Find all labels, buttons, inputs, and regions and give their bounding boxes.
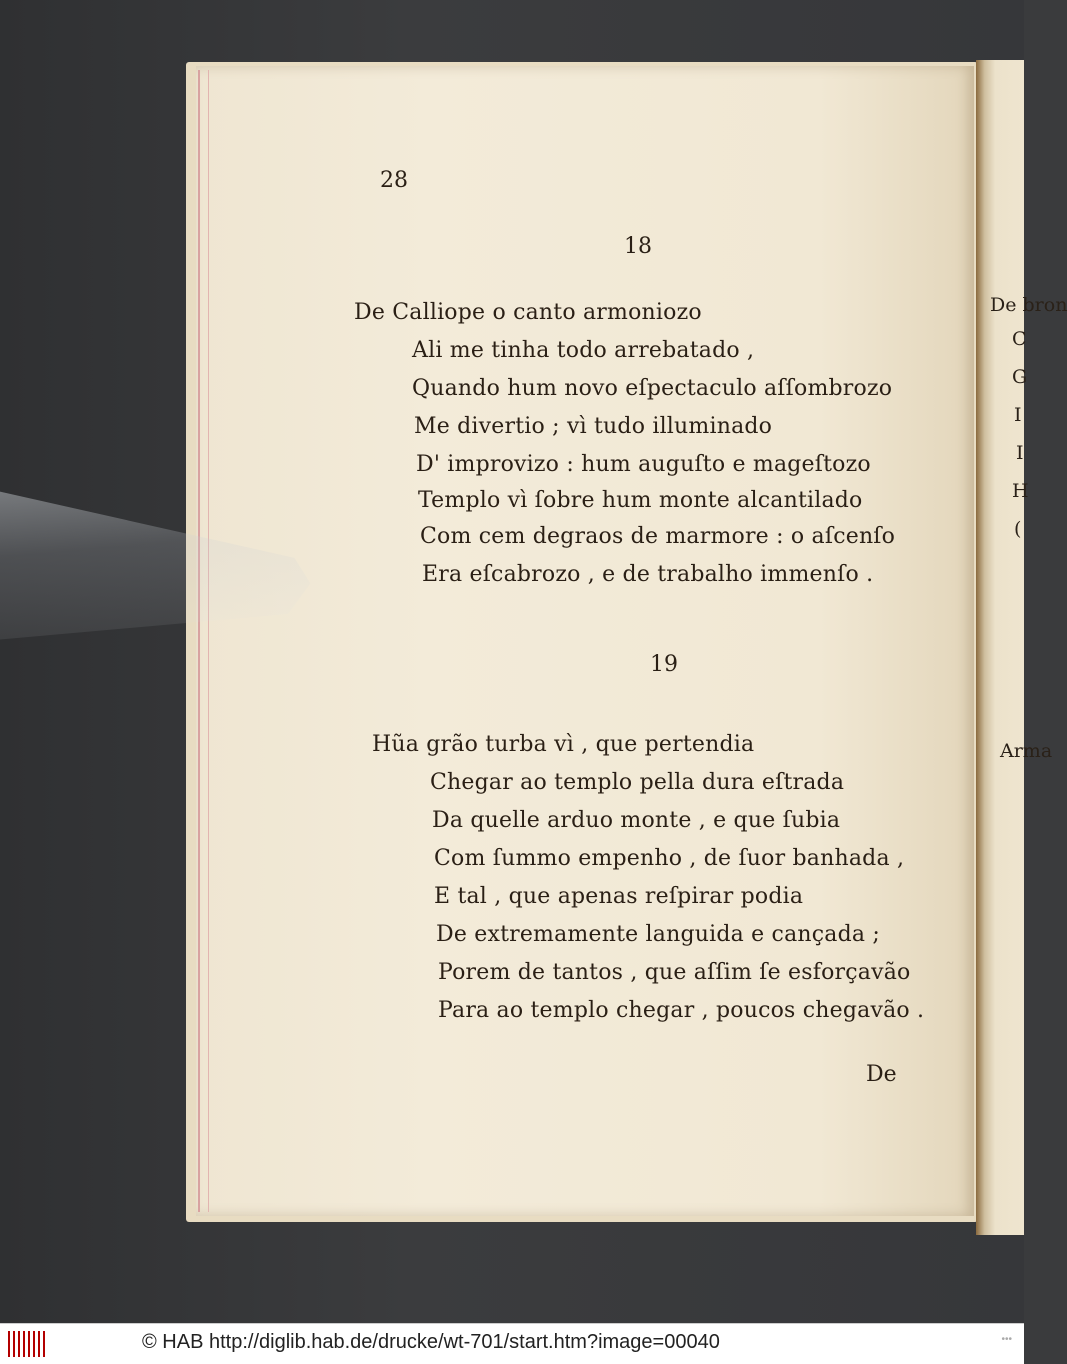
- footer-copyright-link[interactable]: © HAB http://diglib.hab.de/drucke/wt-701/start.htm?image=00040: [142, 1331, 720, 1353]
- facing-page-line: De bron: [990, 294, 1067, 316]
- footer-bar: [0, 1323, 1024, 1364]
- facing-page-line: G: [1012, 366, 1028, 388]
- verse-line: Com ſummo empenho , de ſuor banhada ,: [434, 846, 905, 871]
- verse-line: Me divertio ; vì tudo illuminado: [414, 414, 773, 439]
- facing-page-line: (: [1014, 518, 1022, 540]
- facing-page-line: I: [1014, 404, 1022, 426]
- verse-line: Templo vì ſobre hum monte alcantilado: [418, 488, 863, 513]
- verse-line: Para ao templo chegar , poucos chegavão .: [438, 998, 925, 1023]
- verse-line: Chegar ao templo pella dura eſtrada: [430, 770, 845, 795]
- facing-page: [976, 60, 1024, 1235]
- verse-line: Porem de tantos , que aſſim ſe esforçavão: [438, 960, 911, 985]
- verse-line: Da quelle arduo monte , e que ſubia: [432, 808, 841, 833]
- page-edge: [198, 70, 209, 1212]
- verse-line: Era eſcabrozo , e de trabalho immenſo .: [422, 562, 874, 587]
- verse-line: Hũa grão turba vì , que pertendia: [372, 732, 755, 757]
- facing-page-line: C: [1012, 328, 1027, 350]
- verse-line: D' improvizo : hum auguſto e mageſtozo: [416, 452, 871, 477]
- verse-line: De Calliope o canto armoniozo: [354, 300, 702, 325]
- page-number: 28: [380, 168, 408, 193]
- facing-page-line: H: [1012, 480, 1029, 502]
- verse-line: Com cem degraos de marmore : o aſcenſo: [420, 524, 896, 549]
- verse-line: E tal , que apenas reſpirar podia: [434, 884, 804, 909]
- facing-page-line: I: [1016, 442, 1024, 464]
- footer-dots: •••: [1001, 1334, 1012, 1345]
- stanza-number: 19: [650, 652, 678, 677]
- catchword: De: [866, 1062, 897, 1087]
- stanza-number: 18: [624, 234, 652, 259]
- hab-logo-icon: [8, 1331, 46, 1357]
- book-page: [196, 66, 974, 1216]
- verse-line: Quando hum novo eſpectaculo aſſombrozo: [412, 376, 893, 401]
- facing-page-line: Arma: [1000, 740, 1053, 762]
- verse-line: Ali me tinha todo arrebatado ,: [412, 338, 755, 363]
- verse-line: De extremamente languida e cançada ;: [436, 922, 880, 947]
